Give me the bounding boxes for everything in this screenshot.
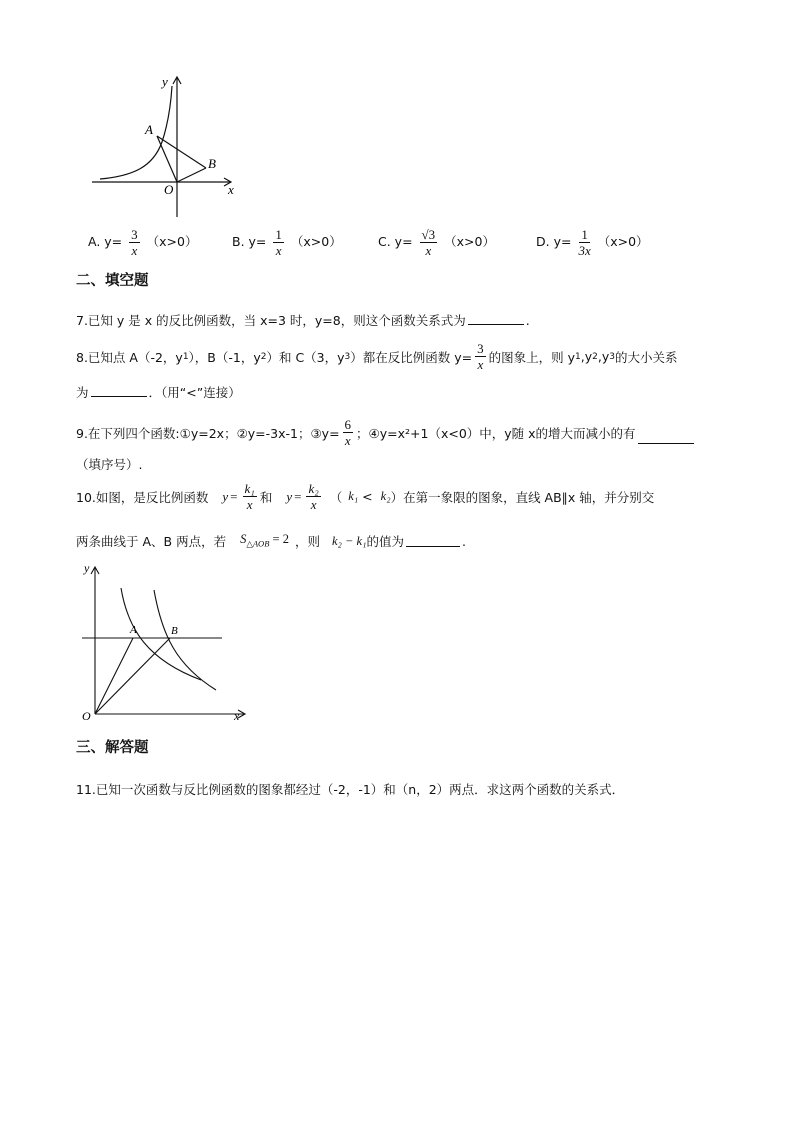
q10-part2: ）在第一象限的图象，直线 AB∥x 轴，并分别交 xyxy=(390,489,655,505)
q10-line2-b: ，则 xyxy=(294,534,320,549)
option-a-label: A. y= xyxy=(88,234,123,249)
fig2-curve-k2 xyxy=(154,590,216,690)
q8-den: x xyxy=(477,357,484,372)
q10-and: 和 xyxy=(259,489,273,505)
q8-part3: ）和 C（3，y xyxy=(266,349,345,365)
question-9-line2: （填序号）. xyxy=(76,457,143,472)
fig2-label-x: x xyxy=(234,709,240,723)
q9-num: 6 xyxy=(344,417,352,432)
q9-part1: 9.在下列四个函数:①y=2x；②y=-3x-1；③y= xyxy=(76,425,340,441)
q9-den: x xyxy=(344,433,351,448)
option-b-den: x xyxy=(275,243,282,258)
q10-f1-den: x xyxy=(246,497,253,512)
figure-2 xyxy=(76,560,256,725)
option-a-fraction xyxy=(129,228,140,257)
q10-area-s: S xyxy=(240,532,247,547)
q8-part5: 的图象上，则 y xyxy=(488,349,575,365)
q10-area-val: = 2 xyxy=(269,532,289,547)
fig1-label-o: O xyxy=(164,182,174,197)
q8-part7: ,y xyxy=(597,349,610,364)
q10-answer-blank[interactable] xyxy=(406,545,460,547)
q8-answer-blank[interactable] xyxy=(91,395,147,397)
q10-area-sub: △AOB xyxy=(246,538,270,549)
fig1-curve xyxy=(100,86,172,179)
q10-line2-a: 两条曲线于 A、B 两点，若 xyxy=(76,534,227,549)
option-c-cond: （x>0） xyxy=(444,234,495,249)
q9-fraction xyxy=(343,418,354,447)
section2-title: 二、填空题 xyxy=(76,273,149,289)
q8-sub2: 2 xyxy=(260,351,267,362)
option-b-cond: （x>0） xyxy=(290,234,342,249)
fig1-segment-ob xyxy=(177,168,206,182)
fig2-segment-oa xyxy=(95,638,133,714)
q8-line2-start: 为 xyxy=(76,385,89,400)
q10-line2-c: 的值为 xyxy=(366,534,404,549)
option-b xyxy=(232,228,342,257)
option-b-num: 1 xyxy=(275,227,282,242)
question-7 xyxy=(76,311,530,329)
fig1-label-y: y xyxy=(162,74,168,89)
fig2-label-a: A xyxy=(130,624,137,636)
option-d-label: D. y= xyxy=(536,234,572,249)
q10-diff: k₂ − k₁ xyxy=(331,533,367,548)
option-d-num: 1 xyxy=(581,227,588,242)
q10-lt: < xyxy=(362,489,373,504)
option-a xyxy=(88,228,197,257)
fig1-label-x: x xyxy=(228,182,234,197)
q8-part1: 8.已知点 A（-2，y xyxy=(76,349,183,365)
question-9 xyxy=(76,418,696,447)
q9-answer-blank[interactable] xyxy=(638,442,694,444)
figure-1 xyxy=(88,72,248,220)
option-c-label: C. y= xyxy=(378,234,413,249)
question-8 xyxy=(76,342,677,371)
q8-num: 3 xyxy=(477,341,484,356)
option-d xyxy=(536,228,649,257)
q10-f1-num: k₁ xyxy=(244,481,255,496)
fig2-label-b: B xyxy=(171,625,178,637)
q10-f1-fraction xyxy=(243,482,257,511)
option-d-den: 3x xyxy=(578,243,591,258)
question-10 xyxy=(76,482,654,511)
q10-f2-y: y xyxy=(286,488,293,504)
question-10-line2 xyxy=(76,532,466,550)
q8-fraction xyxy=(475,342,486,371)
q10-line2-end: . xyxy=(461,533,466,549)
q10-f2-eq: = xyxy=(294,488,302,504)
q8-sub1: 1 xyxy=(182,351,189,362)
q10-k2: k₂ xyxy=(380,489,391,503)
q8-sub3: 3 xyxy=(344,351,351,362)
q10-f2-fraction xyxy=(306,482,320,511)
q8-part2: ），B（-1，y xyxy=(188,349,261,365)
option-c xyxy=(378,228,495,257)
q8-line2-end: ．（用“<”连接） xyxy=(148,385,241,400)
q7-answer-blank[interactable] xyxy=(468,323,524,325)
option-a-num: 3 xyxy=(131,227,138,242)
q10-area xyxy=(240,532,289,550)
q10-f1-eq: = xyxy=(230,488,238,504)
q10-f2-num: k₂ xyxy=(308,481,319,496)
option-b-label: B. y= xyxy=(232,234,267,249)
q9-part2: ；④y=x²+1（x<0）中，y随 x的增大而减小的有 xyxy=(356,425,636,441)
option-c-fraction xyxy=(420,228,438,257)
fig2-label-y: y xyxy=(84,561,90,575)
option-a-cond: （x>0） xyxy=(146,234,198,249)
section3-title: 三、解答题 xyxy=(76,740,149,756)
question-11: 11.已知一次函数与反比例函数的图象都经过（-2，-1）和（n，2）两点．求这两个函数的关系式． xyxy=(76,782,625,797)
q10-function-1 xyxy=(222,482,259,511)
option-b-fraction xyxy=(273,228,284,257)
q10-part1: 10.如图，是反比例函数 xyxy=(76,489,209,505)
option-a-den: x xyxy=(131,243,138,258)
q8-sub6: 3 xyxy=(609,351,615,362)
option-d-fraction xyxy=(578,228,590,257)
option-c-num: √3 xyxy=(421,227,436,242)
q7-tail: . xyxy=(525,313,530,328)
q10-f2-den: x xyxy=(310,497,317,512)
q10-function-2 xyxy=(286,482,323,511)
q10-f1-y: y xyxy=(222,488,229,504)
q8-sub4: 1 xyxy=(575,351,581,362)
fig2-label-o: O xyxy=(82,709,91,723)
q8-part4: ）都在反比例函数 y= xyxy=(350,349,473,365)
question-8-line2 xyxy=(76,383,241,401)
option-d-cond: （x>0） xyxy=(597,234,649,249)
fig1-label-a: A xyxy=(145,122,153,137)
q8-part8: 的大小关系 xyxy=(614,349,678,365)
q7-text: 7.已知 y 是 x 的反比例函数，当 x=3 时，y=8，则这个函数关系式为 xyxy=(76,313,466,328)
q10-paren-open: （ xyxy=(329,489,343,505)
q8-part6: ,y xyxy=(580,349,593,364)
fig1-label-b: B xyxy=(208,156,216,171)
fig2-segment-ob xyxy=(95,638,170,714)
q8-sub5: 2 xyxy=(592,351,598,362)
option-c-den: x xyxy=(425,243,432,258)
q10-k1: k₁ xyxy=(348,489,359,503)
